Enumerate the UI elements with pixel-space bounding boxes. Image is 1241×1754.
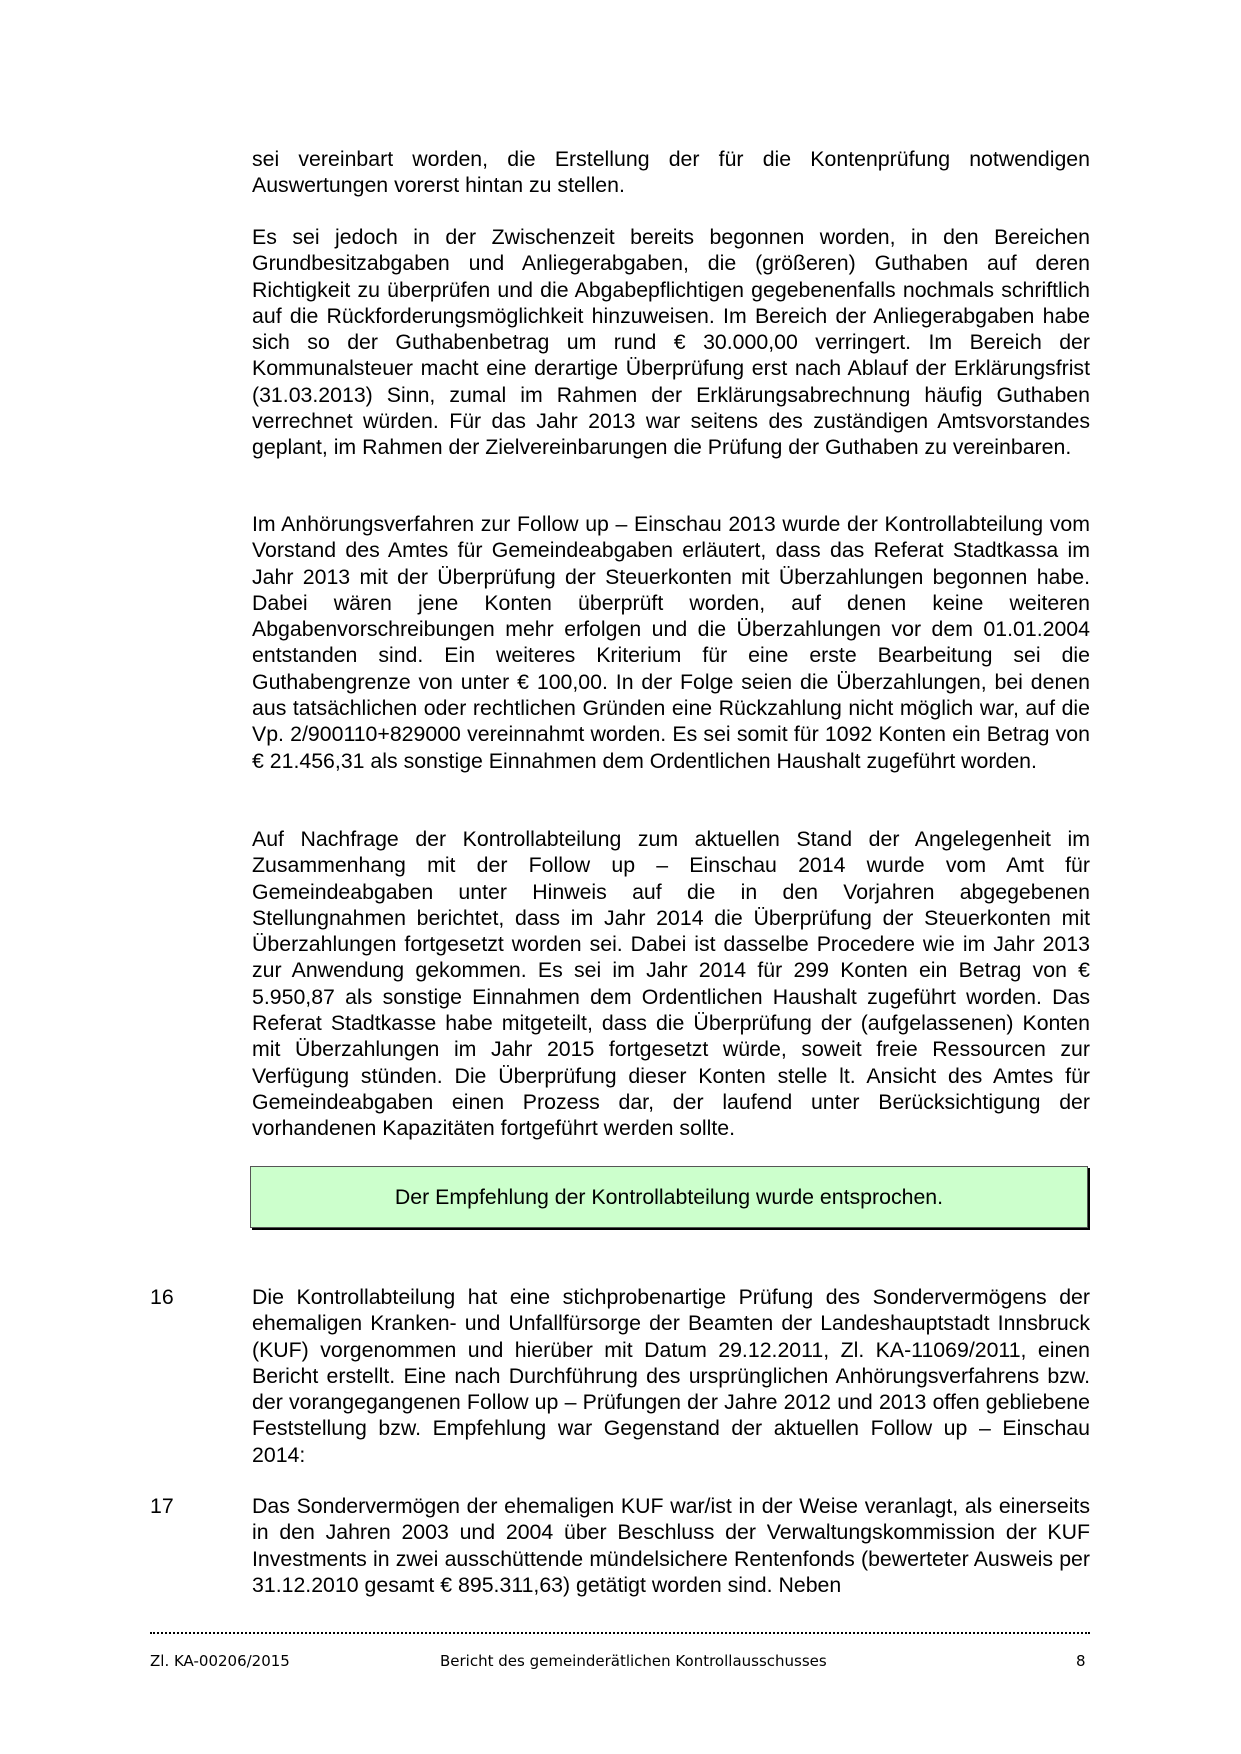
page-number: 8 — [1076, 1652, 1086, 1670]
paragraph: sei vereinbart worden, die Erstellung der für die Kontenprüfung notwendigen Auswertungen vorerst hintan zu stellen. — [252, 147, 1090, 198]
paragraph: Es sei jedoch in der Zwischenzeit bereits begonnen worden, in den Bereichen Grundbesitzabgaben und Anliegerabgaben, die (größeren) Guthaben auf deren Richtigkeit zu überprüfen und die Abgabepflichtigen gegebenenfalls nochmals schriftlich auf die Rückforderungsmöglichkeit hinzuweisen. Im Bereich der Anliegerabgaben habe sich so der Guthabenbetrag um rund € 30.000,00 verringert. Im Bereich der Kommunalsteuer macht eine derartige Überprüfung erst nach Ablauf der Erklärungsfrist (31.03.2013) Sinn, zumal im Rahmen der Erklärungsabrechnung häufig Guthaben verrechnet würden. Für das Jahr 2013 war seitens des zuständigen Amtsvorstandes geplant, im Rahmen der Zielvereinbarungen die Prüfung der Guthaben zu vereinbaren. — [252, 225, 1090, 460]
paragraph-text: Das Sondervermögen der ehemaligen KUF war/ist in der Weise veranlagt, als einerseits in den Jahren 2003 und 2004 über Beschluss der Verwaltungskommission der KUF Investments in zwei ausschüttende mündelsichere Rentenfonds (bewerteter Ausweis per 31.12.2010 gesamt € 895.311,63) getätigt worden sind. Neben — [252, 1494, 1090, 1597]
footer-reference: Zl. KA-00206/2015 — [150, 1652, 290, 1670]
paragraph-number: 17 — [150, 1494, 174, 1518]
paragraph-text: Die Kontrollabteilung hat eine stichprobenartige Prüfung des Sondervermögens der ehemaligen Kranken- und Unfallfürsorge der Beamten der Landeshauptstadt Innsbruck (KUF) vorgenommen und hierüber mit Datum 29.12.2011, Zl. KA-11069/2011, einen Bericht erstellt. Eine nach Durchführung des ursprünglichen Anhörungsverfahrens bzw. der vorangegangenen Follow up – Prüfungen der Jahre 2012 und 2013 offen gebliebene Feststellung bzw. Empfehlung war Gegenstand der aktuellen Follow up – Einschau 2014: — [252, 1285, 1090, 1467]
paragraph-number: 16 — [150, 1285, 174, 1309]
paragraph: Auf Nachfrage der Kontrollabteilung zum aktuellen Stand der Angelegenheit im Zusammenhang mit der Follow up – Einschau 2014 wurde vom Amt für Gemeindeabgaben unter Hinweis auf die in den Vorjahren abgegebenen Stellungnahmen berichtet, dass im Jahr 2014 die Überprüfung der Steuerkonten mit Überzahlungen fortgesetzt worden sei. Dabei ist dasselbe Procedere wie im Jahr 2013 zur Anwendung gekommen. Es sei im Jahr 2014 für 299 Konten ein Betrag von € 5.950,87 als sonstige Einnahmen dem Ordentlichen Haushalt zugeführt worden. Das Referat Stadtkasse habe mitgeteilt, dass die Überprüfung der (aufgelassenen) Konten mit Überzahlungen im Jahr 2015 fortgesetzt würde, soweit freie Ressourcen zur Verfügung stünden. Die Überprüfung dieser Konten stelle lt. Ansicht des Amtes für Gemeindeabgaben einen Prozess dar, der laufend unter Berücksichtigung der vorhandenen Kapazitäten fortgeführt werden sollte. — [252, 827, 1090, 1141]
paragraph: Im Anhörungsverfahren zur Follow up – Einschau 2013 wurde der Kontrollabteilung vom Vorstand des Amtes für Gemeindeabgaben erläutert, dass das Referat Stadtkassa im Jahr 2013 mit der Überprüfung der Steuerkonten mit Überzahlungen begonnen habe. Dabei wären jene Konten überprüft worden, auf denen keine weiteren Abgabenvorschreibungen mehr erfolgen und die Überzahlungen vor dem 01.01.2004 entstanden sind. Ein weiteres Kriterium für eine erste Bearbeitung sei die Guthabengrenze von unter € 100,00. In der Folge seien die Überzahlungen, bei denen aus tatsächlichen oder rechtlichen Gründen eine Rückzahlung nicht möglich war, auf die Vp. 2/900110+829000 vereinnahmt worden. Es sei somit für 1092 Konten ein Betrag von € 21.456,31 als sonstige Einnahmen dem Ordentlichen Haushalt zugeführt worden. — [252, 512, 1090, 773]
footer-divider — [150, 1632, 1090, 1634]
recommendation-callout-box — [250, 1166, 1088, 1228]
callout-text: Der Empfehlung der Kontrollabteilung wurde entsprochen. — [394, 1184, 944, 1209]
footer-title: Bericht des gemeinderätlichen Kontrollausschusses — [440, 1652, 827, 1670]
